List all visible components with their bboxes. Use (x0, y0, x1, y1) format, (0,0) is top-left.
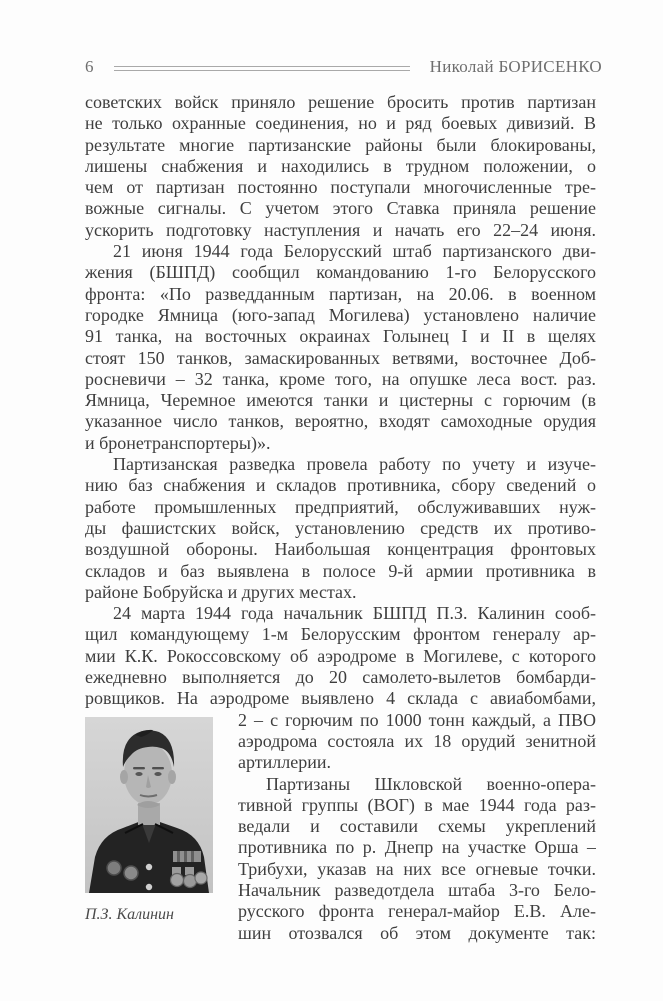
text-line: Партизанская разведка провела работу по учету и изуче- (113, 454, 596, 475)
text-line: щил командующему 1-м Белорусским фронтом генералу ар- (85, 624, 596, 645)
text-line: советских войск приняло решение бросить против партизан (85, 92, 596, 112)
text-line: результате многие партизанские районы были блокированы, (85, 134, 596, 155)
kalinin-portrait-photo (85, 717, 213, 893)
text-line: складов и баз выявлена в полосе 9-й армии противника в (85, 560, 596, 581)
portrait-figure (85, 717, 235, 924)
text-line: нию баз снабжения и складов противника, сбору сведений о (85, 475, 596, 496)
text-line: 91 танка, на восточных окраинах Голынец I и II в щелях (85, 326, 596, 347)
text-line: тивной группы (ВОГ) в мае 1944 года раз- (238, 794, 596, 815)
text-line: 21 июня 1944 года Белорусский штаб партизанского дви- (113, 241, 596, 262)
text-line: воздушной обороны. Наибольшая концентрация фронтовых (85, 539, 596, 560)
text-line: работе промышленных предприятий, обслуживавших нуж- (85, 496, 596, 517)
text-line: чем от партизан постоянно поступали многочисленные тре- (85, 177, 596, 198)
text-line: районе Бобруйска и других местах. (85, 581, 357, 602)
text-line: 2 – с горючим по 1000 тонн каждый, а ПВО (238, 709, 596, 730)
text-line: городке Ямница (юго-запад Могилева) установлено наличие (85, 304, 596, 325)
text-line: фронта: «По разведданным партизан, на 20.06. в военном (85, 283, 596, 304)
text-line: мии К.К. Рокоссовскому об аэродроме в Могилеве, с которого (85, 645, 596, 666)
text-line: жения (БШПД) сообщил командованию 1-го Белорусского (85, 262, 596, 283)
text-line: противника по р. Днепр на участке Орша – (238, 837, 596, 858)
text-line: ровщиков. На аэродроме выявлено 4 склада с авиабомбами, (85, 688, 596, 709)
text-line: ведали и составили схемы укреплений (238, 816, 596, 837)
text-line: аэродрома состояла их 18 орудий зенитной (238, 730, 596, 751)
header-divider-rule (114, 66, 410, 71)
text-line: ускорить подготовку наступления и начать его 22–24 июня. (85, 219, 596, 240)
page-number: 6 (85, 57, 94, 76)
text-line: шин отозвался об этом документе так: (238, 922, 596, 943)
text-line: росневичи – 32 танка, кроме того, на опушке леса вост. раз. (85, 368, 596, 389)
text-line: вожные сигналы. С учетом этого Ставка приняла решение (85, 198, 596, 219)
text-line: Ямница, Черемное имеются танки и цистерны с горючим (в (85, 390, 596, 411)
text-line: и бронетранспортеры)». (85, 432, 271, 453)
running-header-author: Николай БОРИСЕНКО (429, 57, 602, 76)
text-line: ежедневно выполняется до 20 самолето-вылетов бомбарди- (85, 667, 596, 688)
text-line: не только охранные соединения, но и ряд боевых дивизий. В (85, 113, 596, 134)
text-line: русского фронта генерал-майор Е.В. Але- (238, 901, 596, 922)
text-line: артиллерии. (238, 752, 331, 773)
text-line: Партизаны Шкловской военно-опера- (266, 773, 596, 794)
text-line: ды фашистских войск, установлению средств их противо- (85, 517, 596, 538)
text-line: 24 марта 1944 года начальник БШПД П.З. Калинин сооб- (113, 603, 596, 624)
figure-caption: П.З. Калинин (85, 906, 174, 923)
text-line: Трибухи, указав на них все огневые точки. (238, 858, 596, 879)
text-line: указанное число танков, вероятно, входят самоходные орудия (85, 411, 596, 432)
text-line: Начальник разведотдела штаба 3-го Бело- (238, 879, 596, 900)
text-line: стоят 150 танков, замаскированных ветвями, восточнее Доб- (85, 347, 596, 368)
text-line: лишены снабжения и находились в трудном положении, о (85, 155, 596, 176)
